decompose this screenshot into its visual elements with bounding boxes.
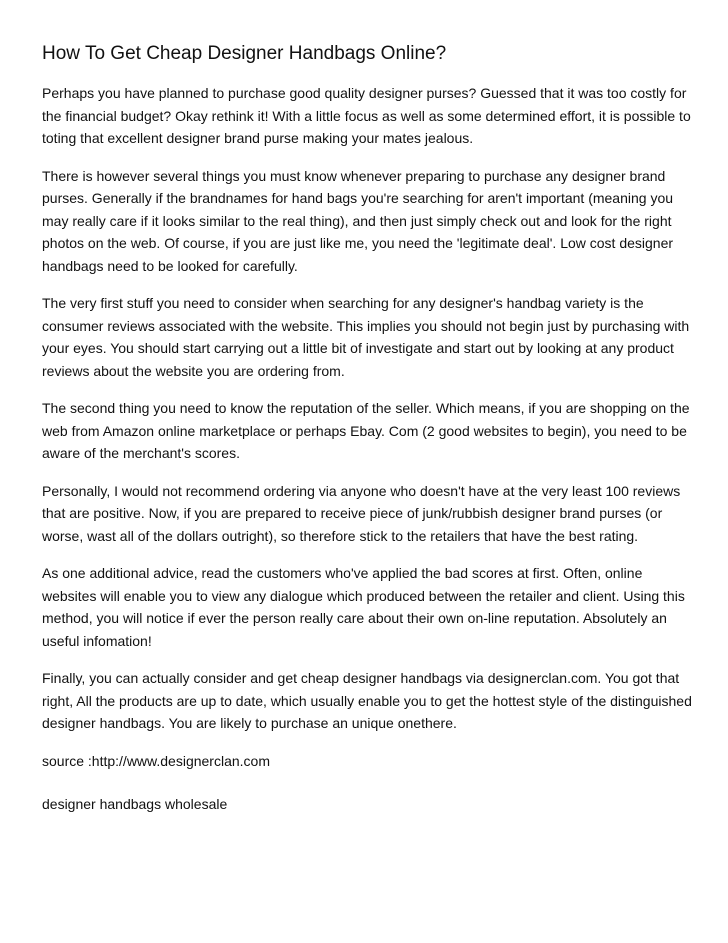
paragraph-recommendation: Personally, I would not recommend ordering via anyone who doesn't have at the very least 100 reviews that are positive. Now, if you are prepared to receive piece of junk/rubbish designer brand purses (or worse, wast all of the dollars outright), so therefore stick to the retailers that have the best rating. [42,482,681,544]
paragraph-conclusion: Finally, you can actually consider and get cheap designer handbags via designerclan.com. You got that right, All the products are up to date, which usually enable you to get the hottest style of the distinguished designer handbags. You are likely to purchase an unique onethere. [42,670,692,731]
tagline: designer handbags wholesale [42,796,228,812]
paragraph-intro: Perhaps you have planned to purchase good quality designer purses? Guessed that it was too costly for the financial budget? Okay rethink it! With a little focus as well as some determined effort, it is possible to toting that excellent designer brand purse making your mates jealous. [42,85,691,146]
source-line: source :http://www.designerclan.com [42,752,270,769]
paragraph-things-to-know: There is however several things you must know whenever preparing to purchase any designer brand purses. Generally if the brandnames for hand bags you're searching for aren't important (meaning you may really care if it looks similar to the real thing), and then just simply check out and look for the right photos on the web. Of course, if you are just like me, you need the 'legitimate deal'. Low cost designer handbags need to be looked for carefully. [42,167,674,274]
paragraph-seller-reputation: The second thing you need to know the reputation of the seller. Which means, if you are shopping on the web from Amazon online marketplace or perhaps Ebay. Com (2 good websites to begin), you need to be aware of the merchant's scores. [42,400,690,461]
document-title: How To Get Cheap Designer Handbags Online? [42,43,447,64]
document-page [42,42,692,837]
paragraph-additional-advice: As one additional advice, read the customers who've applied the bad scores at first. Often, online websites will enable you to view any dialogue which produced between the retailer and client. Using this method, you will notice if ever the person really care about their own on-line reputation. Absolutely an useful infomation! [42,565,685,649]
paragraph-consumer-reviews: The very first stuff you need to consider when searching for any designer's handbag variety is the consumer reviews associated with the website. This implies you should not begin just by purchasing with your eyes. You should start carrying out a little bit of investigate and start out by looking at any product reviews about the website you are ordering from. [42,295,690,379]
